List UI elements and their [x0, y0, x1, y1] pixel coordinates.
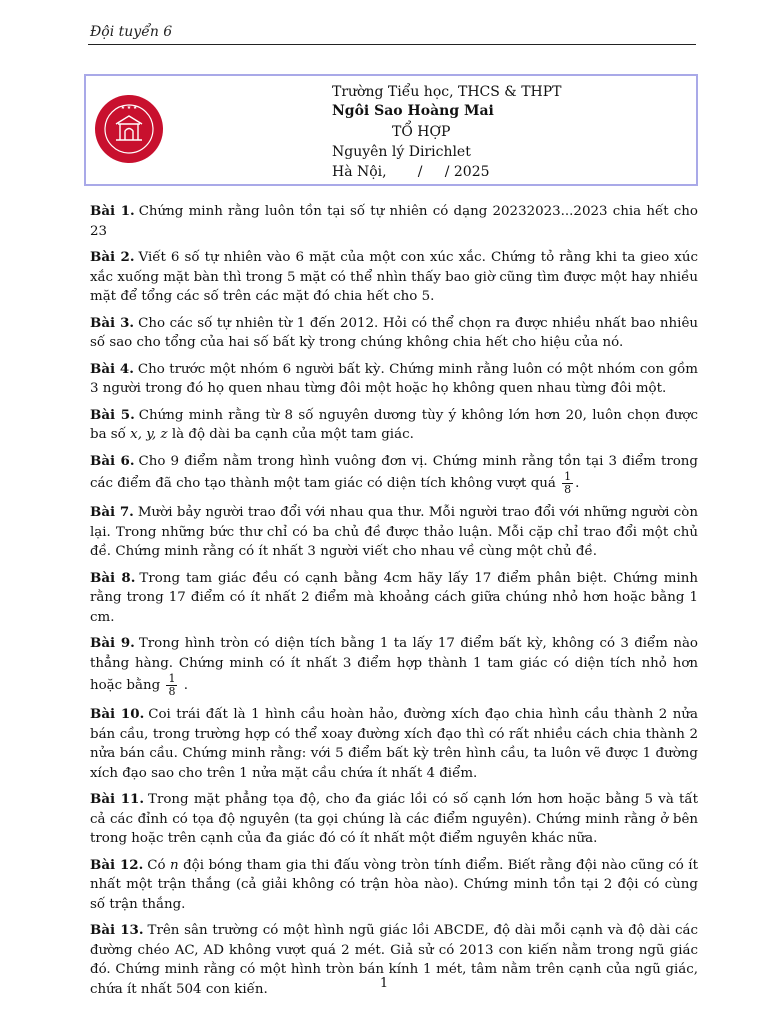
page-number: 1 — [379, 976, 389, 991]
school-line: Trường Tiểu học, THCS & THPT — [332, 84, 562, 100]
exercise-4 — [90, 360, 698, 399]
exercise-11 — [90, 790, 698, 849]
fraction — [562, 471, 573, 496]
exercise-9 — [90, 634, 698, 698]
exercise-text: Viết 6 số tự nhiên vào 6 mặt của một con xúc xắc. Chứng tỏ rằng khi ta gieo xúc xắc xuống mặt bàn thì trong 5 mặt có thể nhìn thấy bao giờ cũng tìm được một hay nhiều mặt để tổng các số trên các mặt đó chia hết cho 5. — [90, 250, 698, 304]
exercise-label: Bài 11. — [90, 791, 145, 807]
fraction-numerator: 1 — [168, 672, 176, 685]
exercise-label: Bài 10. — [90, 706, 145, 722]
exercise-text: Cho 9 điểm nằm trong hình vuông đơn vị. Chứng minh rằng tồn tại 3 điểm trong các điểm đã cho tạo thành một tam giác có diện tích không vượt quá — [90, 453, 698, 491]
exercise-6 — [90, 452, 698, 497]
running-head: Đội tuyển 6 — [90, 24, 173, 40]
exercise-3 — [90, 314, 698, 353]
exercise-text-after: . — [183, 678, 188, 693]
exercise-text: Cho trước một nhóm 6 người bất kỳ. Chứng minh rằng luôn có một nhóm con gồm 3 người trong đó họ quen nhau từng đôi một hoặc họ không quen nhau từng đôi một. — [90, 361, 698, 396]
seal-lettering: ★ ★ ★ — [120, 105, 138, 111]
exercise-label: Bài 8. — [90, 569, 136, 586]
exercise-7 — [90, 503, 698, 562]
subject-title: TỔ HỢP — [392, 124, 451, 140]
exercise-label: Bài 13. — [90, 922, 144, 938]
exercise-text: Trong hình tròn có diện tích bằng 1 ta lấy 17 điểm bất kỳ, không có 3 điểm nào thẳng hàng. Chứng minh có ít nhất 3 điểm hợp thành 1 tam giác có diện tích nhỏ hơn hoặc bằng — [90, 636, 698, 693]
exercise-list — [90, 202, 698, 1006]
exercise-text: Trong tam giác đều có cạnh bằng 4cm hãy lấy 17 điểm phân biệt. Chứng minh rằng trong 17 điểm có ít nhất 2 điểm mà khoảng cách giữa chúng nhỏ hơn hoặc bằng 1 cm. — [90, 570, 698, 625]
exercise-8 — [90, 569, 698, 628]
exercise-1 — [90, 202, 698, 241]
exercise-text: Coi trái đất là 1 hình cầu hoàn hảo, đường xích đạo chia hình cầu thành 2 nửa bán cầu, trong trường hợp có thể xoay đường xích đạo thì có rất nhiều cách chia thành 2 nửa bán cầu. Chứng minh rằng: với 5 điểm bất kỳ trên hình cầu, ta luôn vẽ được 1 đường xích đạo sao cho trên 1 nửa mặt cầu chứa ít nhất 4 điểm. — [90, 707, 698, 781]
exercise-label: Bài 9. — [90, 635, 135, 651]
exercise-label: Bài 3. — [90, 314, 135, 331]
exercise-label: Bài 7. — [90, 504, 134, 520]
exercise-text: Cho các số tự nhiên từ 1 đến 2012. Hỏi có thể chọn ra được nhiều nhất bao nhiêu số sao cho tổng của hai số bất kỳ trong chúng không chia hết cho hiệu của nó. — [90, 315, 698, 350]
exercise-5 — [90, 406, 698, 445]
exercise-text-after: là độ dài ba cạnh của một tam giác. — [171, 427, 414, 442]
exercise-text: Có — [147, 857, 166, 873]
title-box — [84, 74, 698, 186]
exercise-10 — [90, 705, 698, 783]
exercise-text: Trên sân trường có một hình ngũ giác lồi ABCDE, độ dài mỗi cạnh và độ dài các đường chéo AC, AD không vượt quá 2 mét. Giả sử có 2013 con kiến nằm trong ngũ giác đó. Chứng minh rằng có một hình tròn bán kính 1 mét, tâm nằm trên cạnh của ngũ giác, chứa ít nhất 504 con kiến. — [90, 923, 698, 997]
math-variables: x, y, z — [130, 427, 168, 442]
exercise-2 — [90, 248, 698, 307]
school-seal-icon — [94, 94, 164, 164]
exercise-text: Trong mặt phẳng tọa độ, cho đa giác lồi có số cạnh lớn hơn hoặc bằng 5 và tất cả các đỉnh có tọa độ nguyên (ta gọi chúng là các điểm nguyên). Chứng minh rằng ở bên trong hoặc trên cạnh của đa giác đó có ít nhất một điểm nguyên khác nữa. — [90, 792, 699, 846]
exercise-label: Bài 5. — [90, 406, 135, 423]
exercise-label: Bài 6. — [90, 452, 135, 469]
school-name: Ngôi Sao Hoàng Mai — [332, 103, 494, 119]
fraction-numerator: 1 — [564, 470, 572, 483]
header-rule — [88, 44, 696, 45]
exercise-text: Chứng minh rằng luôn tồn tại số tự nhiên có dạng 20232023...2023 chia hết cho 23 — [90, 204, 698, 239]
math-variable: n — [170, 857, 179, 873]
place-date: Hà Nội, / / 2025 — [332, 164, 490, 180]
exercise-text-after: . — [575, 476, 580, 491]
exercise-label: Bài 12. — [90, 856, 144, 873]
exercise-text-after: đội bóng tham gia thi đấu vòng tròn tính điểm. Biết rằng đội nào cũng có ít nhất một trận thắng (cả giải không có trận hòa nào). Chứng minh tồn tại 2 đội có cùng số trận thắng. — [90, 857, 698, 912]
topic-title: Nguyên lý Dirichlet — [332, 144, 471, 160]
exercise-12 — [90, 856, 698, 915]
fraction-denominator: 8 — [168, 685, 176, 698]
exercise-text: Mười bảy người trao đổi với nhau qua thư. Mỗi người trao đổi với những người còn lại. Trong những bức thư chỉ có ba chủ đề được thảo luận. Mỗi cặp chỉ trao đổi một chủ đề. Chứng minh rằng có ít nhất 3 người viết cho nhau về cùng một chủ đề. — [90, 505, 698, 559]
fraction — [166, 673, 177, 698]
exercise-label: Bài 4. — [90, 360, 134, 377]
exercise-label: Bài 1. — [90, 203, 135, 219]
exercise-text: Chứng minh rằng từ 8 số nguyên dương tùy ý không lớn hơn 20, luôn chọn được ba số — [90, 407, 698, 442]
fraction-denominator: 8 — [564, 483, 572, 496]
exercise-label: Bài 2. — [90, 249, 135, 265]
